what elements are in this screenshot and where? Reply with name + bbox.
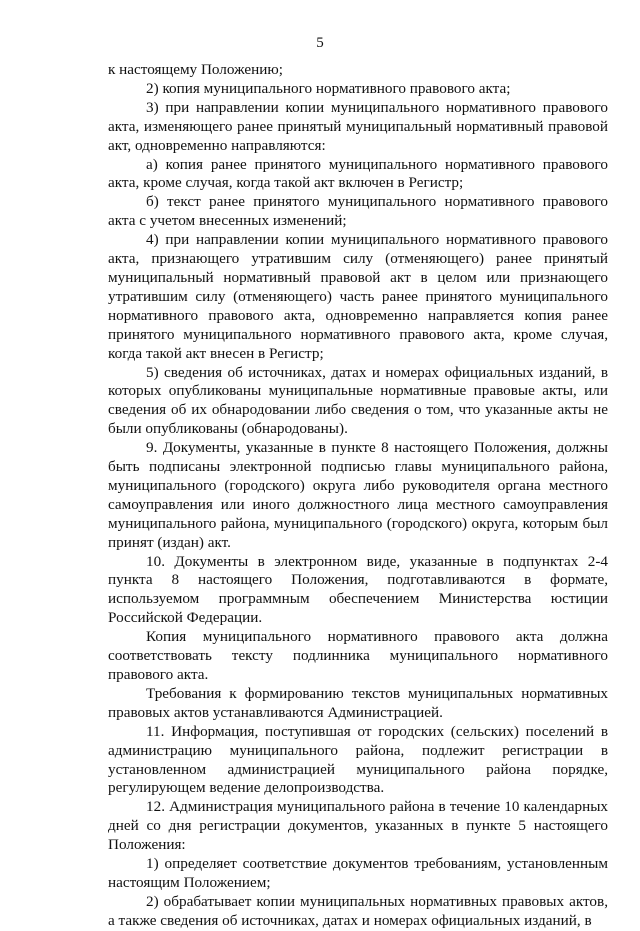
paragraph-text-requirements: Требования к формированию текстов муниципальных нормативных правовых актов устанавливаются Администрацией. bbox=[108, 684, 608, 721]
paragraph-clause-12-item-2: 2) обрабатывает копии муниципальных нормативных правовых актов, а также сведения об источниках, датах и номерах официальных изданий, в bbox=[108, 892, 608, 929]
paragraph-clause-12: 12. Администрация муниципального района в течение 10 календарных дней со дня регистрации документов, указанных в пункте 5 настоящего Положения: bbox=[108, 798, 608, 854]
paragraph-item-4: 4) при направлении копии муниципального нормативного правового акта, признающего утратившим силу (отменяющего) ранее принятый муниципальный нормативный правовой акт в целом или признающего утратившим силу (отменяющего) часть ранее принятого муниципального нормативного правового акта, одновременно направляется копия ранее принятого муниципального нормативного правового акта, кроме случая, когда такой акт внесен в Регистр; bbox=[108, 231, 608, 362]
paragraph-clause-12-item-1: 1) определяет соответствие документов требованиям, установленным настоящим Положением; bbox=[108, 855, 608, 891]
paragraph-clause-11: 11. Информация, поступившая от городских (сельских) поселений в администрацию муниципального района, подлежит регистрации в установленном администрацией муниципального района порядке, регулирующем ведение делопроизводства. bbox=[108, 722, 608, 797]
paragraph-continuation: к настоящему Положению; bbox=[108, 61, 283, 78]
paragraph-item-3: 3) при направлении копии муниципального нормативного правового акта, изменяющего ранее принятый муниципальный нормативный правовой акт, одновременно направляются: bbox=[108, 98, 608, 154]
paragraph-item-2: 2) копия муниципального нормативного правового акта; bbox=[146, 79, 511, 97]
document-body bbox=[108, 61, 608, 931]
paragraph-subitem-b: б) текст ранее принятого муниципального нормативного правового акта с учетом внесенных изменений; bbox=[108, 193, 608, 230]
page-number: 5 bbox=[316, 35, 324, 51]
paragraph-subitem-a: а) копия ранее принятого муниципального нормативного правового акта, кроме случая, когда такой акт включен в Регистр; bbox=[108, 155, 608, 192]
paragraph-copy-requirement: Копия муниципального нормативного правового акта должна соответствовать тексту подлинника муниципального нормативного правового акта. bbox=[108, 628, 608, 683]
paragraph-item-5: 5) сведения об источниках, датах и номерах официальных изданий, в которых опубликованы муниципальные нормативные правовые акты, или сведения об их обнародовании либо сведения о том, что указанные акты не были опубликованы (обнародованы). bbox=[108, 363, 608, 438]
paragraph-clause-9: 9. Документы, указанные в пункте 8 настоящего Положения, должны быть подписаны электронной подписью главы муниципального района, муниципального (городского) округа либо руководителя органа местного самоуправления или иного должностного лица местного самоуправления муниципального района, муниципального (городского) округа, которым был принят (издан) акт. bbox=[108, 439, 608, 551]
paragraph-clause-10: 10. Документы в электронном виде, указанные в подпунктах 2-4 пункта 8 настоящего Положения, подготавливаются в формате, используемом программным обеспечением Министерства юстиции Российской Федерации. bbox=[108, 552, 608, 627]
